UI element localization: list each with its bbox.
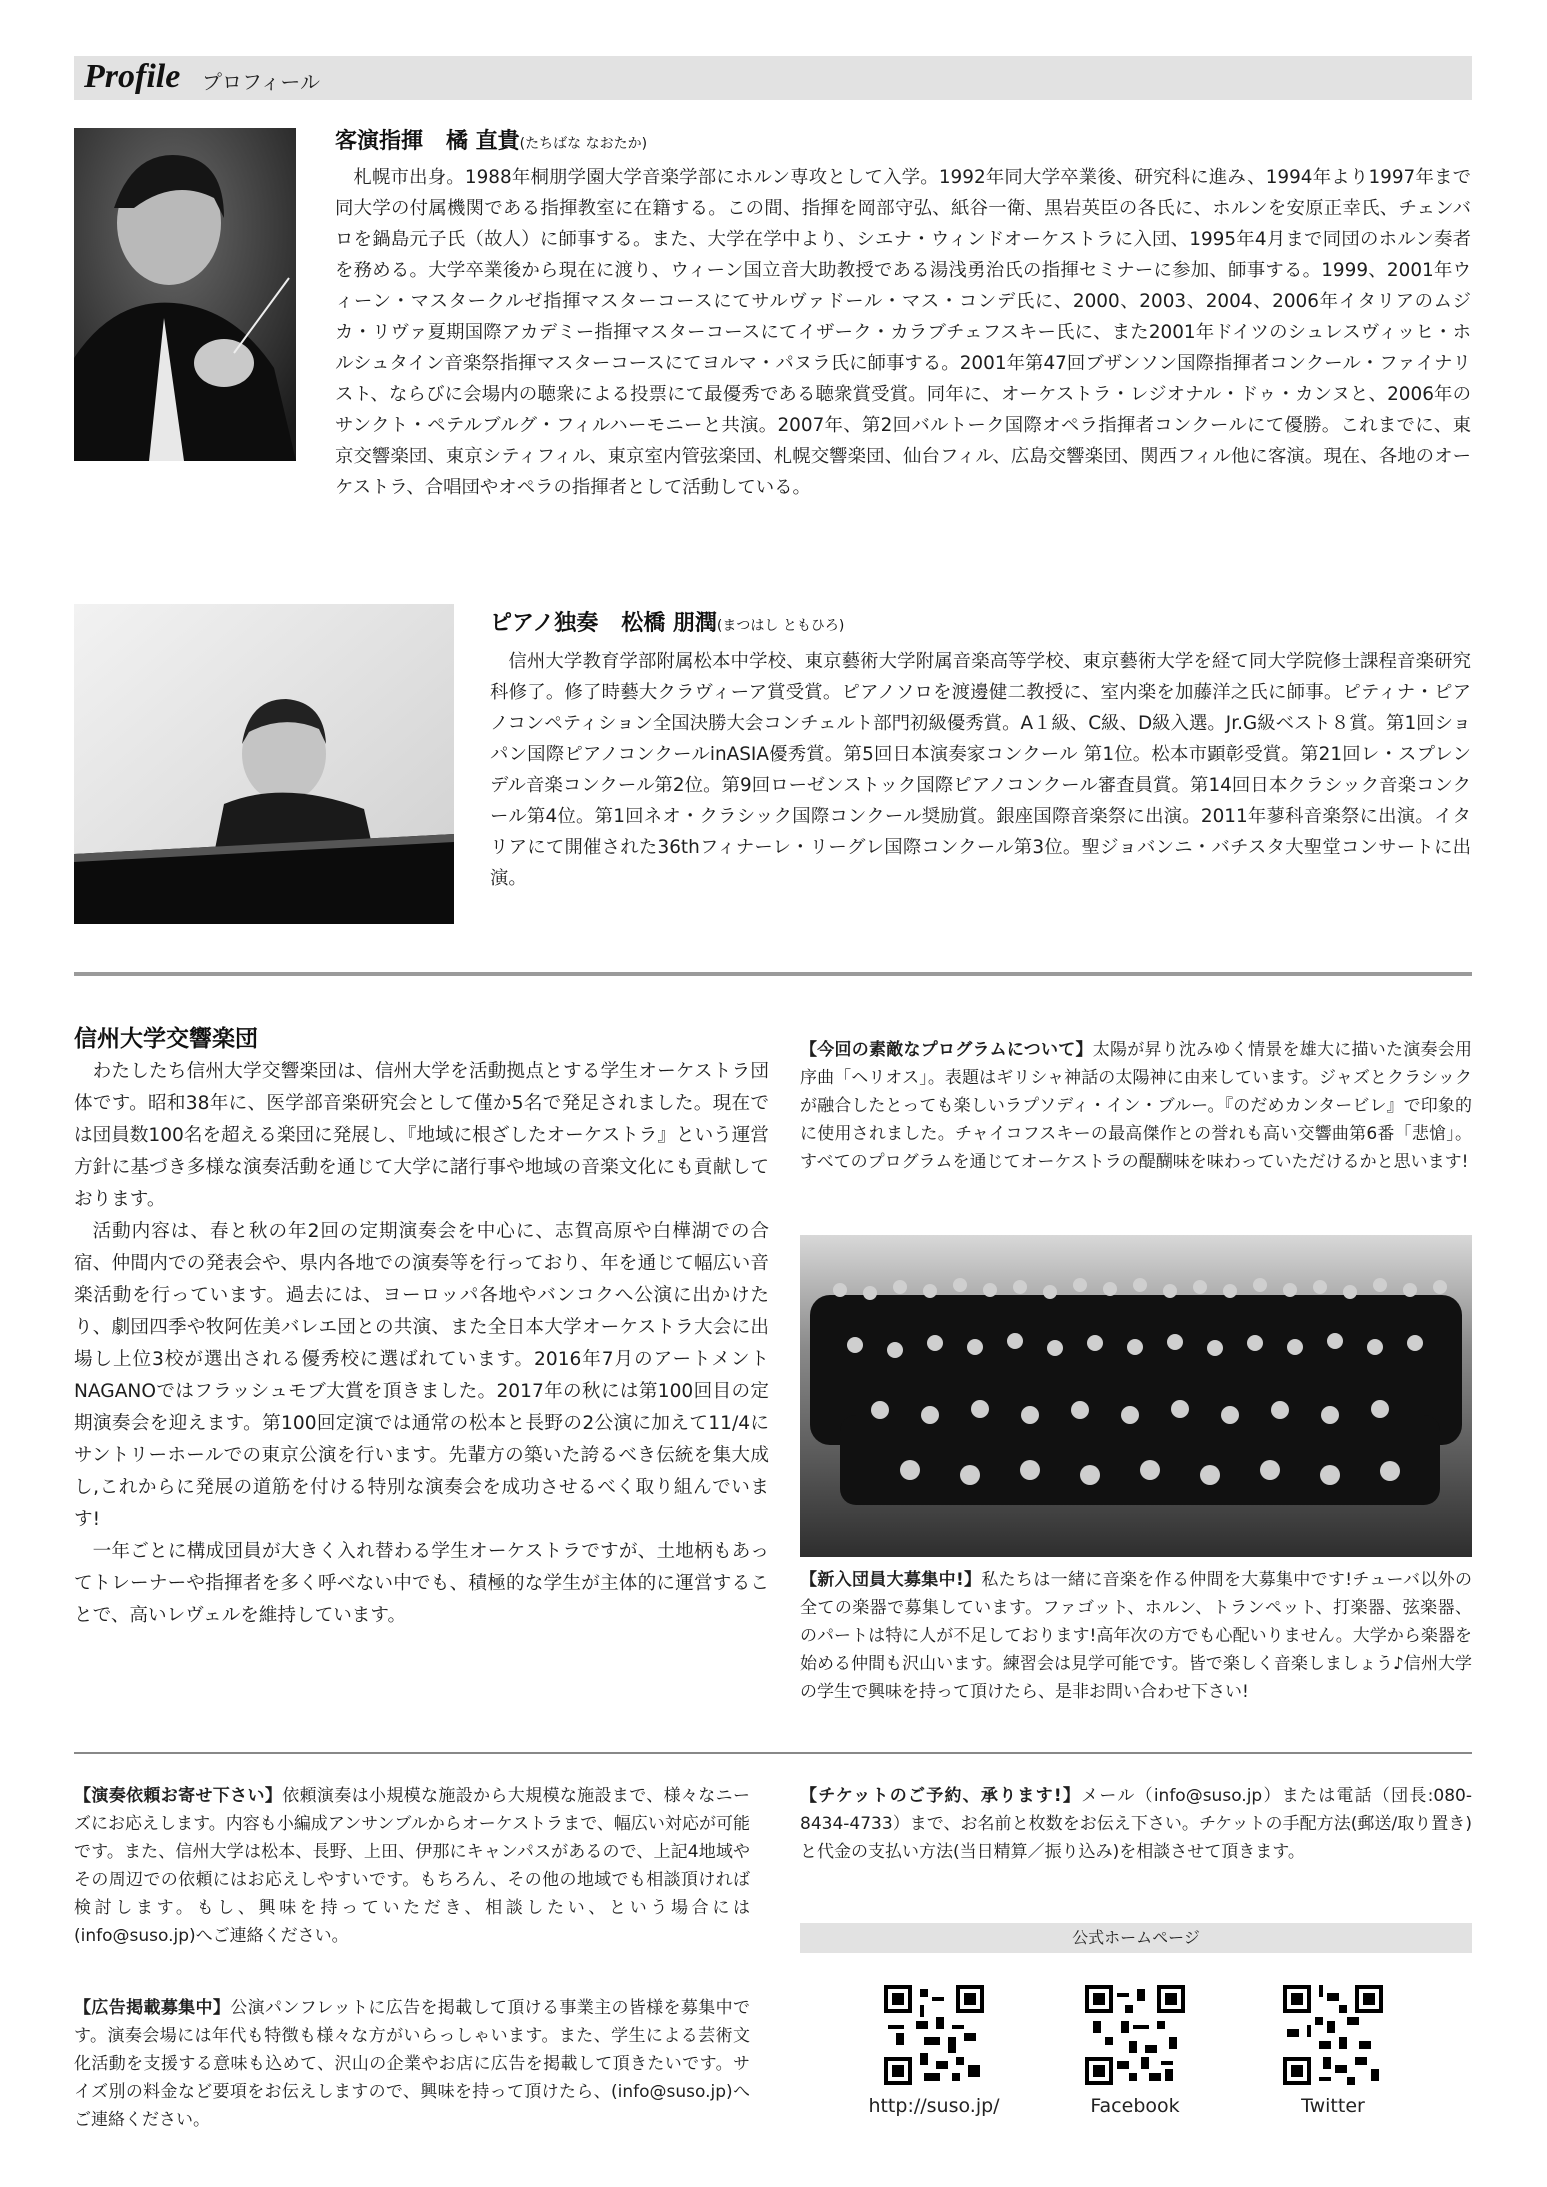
orchestra-title: 信州大学交響楽団	[74, 1026, 258, 1052]
recruit-head: 【新入団員大募集中!】	[800, 1570, 982, 1590]
conductor-name	[335, 124, 647, 155]
orchestra-paragraph: わたしたち信州大学交響楽団は、信州大学を活動拠点とする学生オーケストラ団体です。昭和38年に、医学部音楽研究会として僅か5名で発足されました。現在では団員数100名を超える楽団に発展し、『地域に根ざしたオーケストラ』という運営方針に基づき多様な演奏活動を通じて大学に諸行事や地域の音楽文化にも貢献しております。	[74, 1061, 769, 1210]
section-divider	[74, 972, 1472, 976]
conductor-role: 客演指揮	[335, 129, 424, 154]
pianist-name	[490, 606, 844, 637]
tickets-note	[800, 1782, 1472, 1866]
ads-text: 公演パンフレットに広告を掲載して頂ける事業主の皆様を募集中です。演奏会場には年代も特徴も様々な方がいらっしゃいます。また、学生による芸術文化活動を支援する意味も込めて、沢山の企業やお店に広告を掲載して頂きたいです。サイズ別の料金など要項をお伝えしますので、興味を持って頂けたら、(info@suso.jp)へご連絡ください。	[74, 1998, 750, 2130]
pianist-photo	[74, 604, 454, 924]
ads-head: 【広告掲載募集中】	[74, 1998, 231, 2018]
profile-title-en: Profile	[84, 58, 181, 95]
pianist-name-text: 松橋 朋潤	[621, 611, 717, 636]
orchestra-description	[74, 1056, 769, 1632]
program-note	[800, 1036, 1472, 1176]
conductor-photo	[74, 128, 296, 461]
conductor-name-text: 橘 直貴	[446, 129, 520, 154]
performance-request-text: 依頼演奏は小規模な施設から大規模な施設まで、様々なニーズにお応えします。内容も小編成アンサンブルからオーケストラまで、幅広い対応が可能です。また、信州大学は松本、長野、上田、伊那にキャンパスがあるので、上記4地域やその周辺での依頼にはお応えしやすいです。もちろん、その他の地域でも相談頂ければ検討します。もし、興味を持っていただき、相談したい、という場合には(info@suso.jp)へご連絡ください。	[74, 1786, 750, 1946]
qr-website-label[interactable]: http://suso.jp/	[868, 2095, 1000, 2117]
recruit-note	[800, 1566, 1472, 1706]
pianist-kana: (まつはし ともひろ)	[716, 618, 845, 634]
performance-request	[74, 1782, 750, 1950]
conductor-kana: (たちばな なおたか)	[519, 136, 648, 152]
program-note-head: 【今回の素敵なプログラムについて】	[800, 1040, 1093, 1060]
orchestra-paragraph: 一年ごとに構成団員が大きく入れ替わる学生オーケストラですが、土地柄もあってトレーナーや指揮者を多く呼べない中でも、積極的な学生が主体的に運営することで、高いレヴェルを維持しています。	[74, 1541, 769, 1626]
homepage-label: 公式ホームページ	[800, 1923, 1472, 1953]
footer-divider	[74, 1752, 1472, 1754]
performance-request-head: 【演奏依頼お寄せ下さい】	[74, 1786, 283, 1806]
qr-twitter-label[interactable]: Twitter	[1301, 2095, 1365, 2117]
qr-twitter[interactable]	[1283, 1985, 1383, 2089]
profile-header	[74, 56, 1472, 100]
program-note-text: 太陽が昇り沈みゆく情景を雄大に描いた演奏会用序曲「ヘリオス」。表題はギリシャ神話の太陽神に由来しています。ジャズとクラシックが融合したとっても楽しいラプソディ・イン・ブルー。『のだめカンタービレ』で印象的に使用されました。チャイコフスキーの最高傑作との誉れも高い交響曲第6番「悲愴」。すべてのプログラムを通じてオーケストラの醍醐味を味わっていただけるかと思います!	[800, 1040, 1472, 1172]
conductor-bio: 札幌市出身。1988年桐朋学園大学音楽学部にホルン専攻として入学。1992年同大学卒業後、研究科に進み、1994年より1997年まで同大学の付属機関である指揮教室に在籍する。この間、指揮を岡部守弘、紙谷一衛、黒岩英臣の各氏に、ホルンを安原正幸氏、チェンバロを鍋島元子氏（故人）に師事する。また、大学在学中より、シエナ・ウィンドオーケストラに入団、1995年4月まで同団のホルン奏者を務める。大学卒業後から現在に渡り、ウィーン国立音大助教授である湯浅勇治氏の指揮セミナーに参加、師事する。1999、2001年ウィーン・マスタークルゼ指揮マスターコースにてサルヴァドール・マス・コンデ氏に、2000、2003、2004、2006年イタリアのムジカ・リヴァ夏期国際アカデミー指揮マスターコースにてイザーク・カラブチェフスキー氏に、また2001年ドイツのシュレスヴィッヒ・ホルシュタイン音楽祭指揮マスターコースにてヨルマ・パヌラ氏に師事する。2001年第47回ブザンソン国際指揮者コンクール・ファイナリスト、ならびに会場内の聴衆による投票にて最優秀である聴衆賞受賞。同年に、オーケストラ・レジオナル・ドゥ・カンヌと、2006年のサンクト・ペテルブルグ・フィルハーモニーと共演。2007年、第2回バルトーク国際オペラ指揮者コンクールにて優勝。これまでに、東京交響楽団、東京シティフィル、東京室内管弦楽団、札幌交響楽団、仙台フィル、広島交響楽団、関西フィル他に客演。現在、各地のオーケストラ、合唱団やオペラの指揮者として活動している。	[335, 167, 1471, 498]
orchestra-group-photo	[800, 1235, 1472, 1557]
qr-code-icon	[1283, 1985, 1383, 2085]
orchestra-paragraph: 活動内容は、春と秋の年2回の定期演奏会を中心に、志賀高原や白樺湖での合宿、仲間内での発表会や、県内各地での演奏等を行っており、年を通じて幅広い音楽活動を行っています。過去には、ヨーロッパ各地やバンコクへ公演に出かけたり、劇団四季や牧阿佐美バレエ団との共演、また全日本大学オーケストラ大会に出場し上位3校が選出される優秀校に選ばれています。2016年7月のアートメントNAGANOではフラッシュモブ大賞を頂きました。2017年の秋には第100回目の定期演奏会を迎えます。第100回定演では通常の松本と長野の2公演に加えて11/4にサントリーホールでの東京公演を行います。先輩方の築いた誇るべき伝統を集大成し,これからに発展の道筋を付ける特別な演奏会を成功させるべく取り組んでいます!	[74, 1221, 769, 1530]
qr-website[interactable]	[884, 1985, 984, 2089]
qr-code-icon	[1085, 1985, 1185, 2085]
tickets-head: 【チケットのご予約、承ります!】	[800, 1786, 1082, 1806]
recruit-text: 私たちは一緒に音楽を作る仲間を大募集中です!チューバ以外の全ての楽器で募集しています。ファゴット、ホルン、トランペット、打楽器、弦楽器、のパートは特に人が不足しております!高年次の方でも心配いりません。大学から楽器を始める仲間も沢山います。練習会は見学可能です。皆で楽しく音楽しましょう♪信州大学の学生で興味を持って頂けたら、是非お問い合わせ下さい!	[800, 1570, 1472, 1702]
qr-facebook-label[interactable]: Facebook	[1090, 2095, 1180, 2117]
qr-facebook[interactable]	[1085, 1985, 1185, 2089]
tickets-text: メール（info@suso.jp）または電話（団長:080-8434-4733）まで、お名前と枚数をお伝え下さい。チケットの手配方法(郵送/取り置き)と代金の支払い方法(当日精算／振り込み)を相談させて頂きます。	[800, 1786, 1472, 1862]
qr-code-icon	[884, 1985, 984, 2085]
ads-request	[74, 1994, 750, 2134]
profile-title-jp: プロフィール	[202, 70, 320, 94]
pianist-role: ピアノ独奏	[490, 611, 599, 636]
pianist-bio: 信州大学教育学部附属松本中学校、東京藝術大学附属音楽高等学校、東京藝術大学を経て同大学院修士課程音楽研究科修了。修了時藝大クラヴィーア賞受賞。ピアノソロを渡邊健二教授に、室内楽を加藤洋之氏に師事。ピティナ・ピアノコンペティション全国決勝大会コンチェルト部門初級優秀賞。A１級、C級、D級入選。Jr.G級ベスト８賞。第1回ショパン国際ピアノコンクールinASIA優秀賞。第5回日本演奏家コンクール 第1位。松本市顕彰受賞。第21回レ・スプレンデル音楽コンクール第2位。第9回ローゼンストック国際ピアノコンクール審査員賞。第14回日本クラシック音楽コンクール第4位。第1回ネオ・クラシック国際コンクール奨励賞。銀座国際音楽祭に出演。2011年蓼科音楽祭に出演。イタリアにて開催された36thフィナーレ・リーグレ国際コンクール第3位。聖ジョバンニ・バチスタ大聖堂コンサートに出演。	[490, 651, 1471, 889]
